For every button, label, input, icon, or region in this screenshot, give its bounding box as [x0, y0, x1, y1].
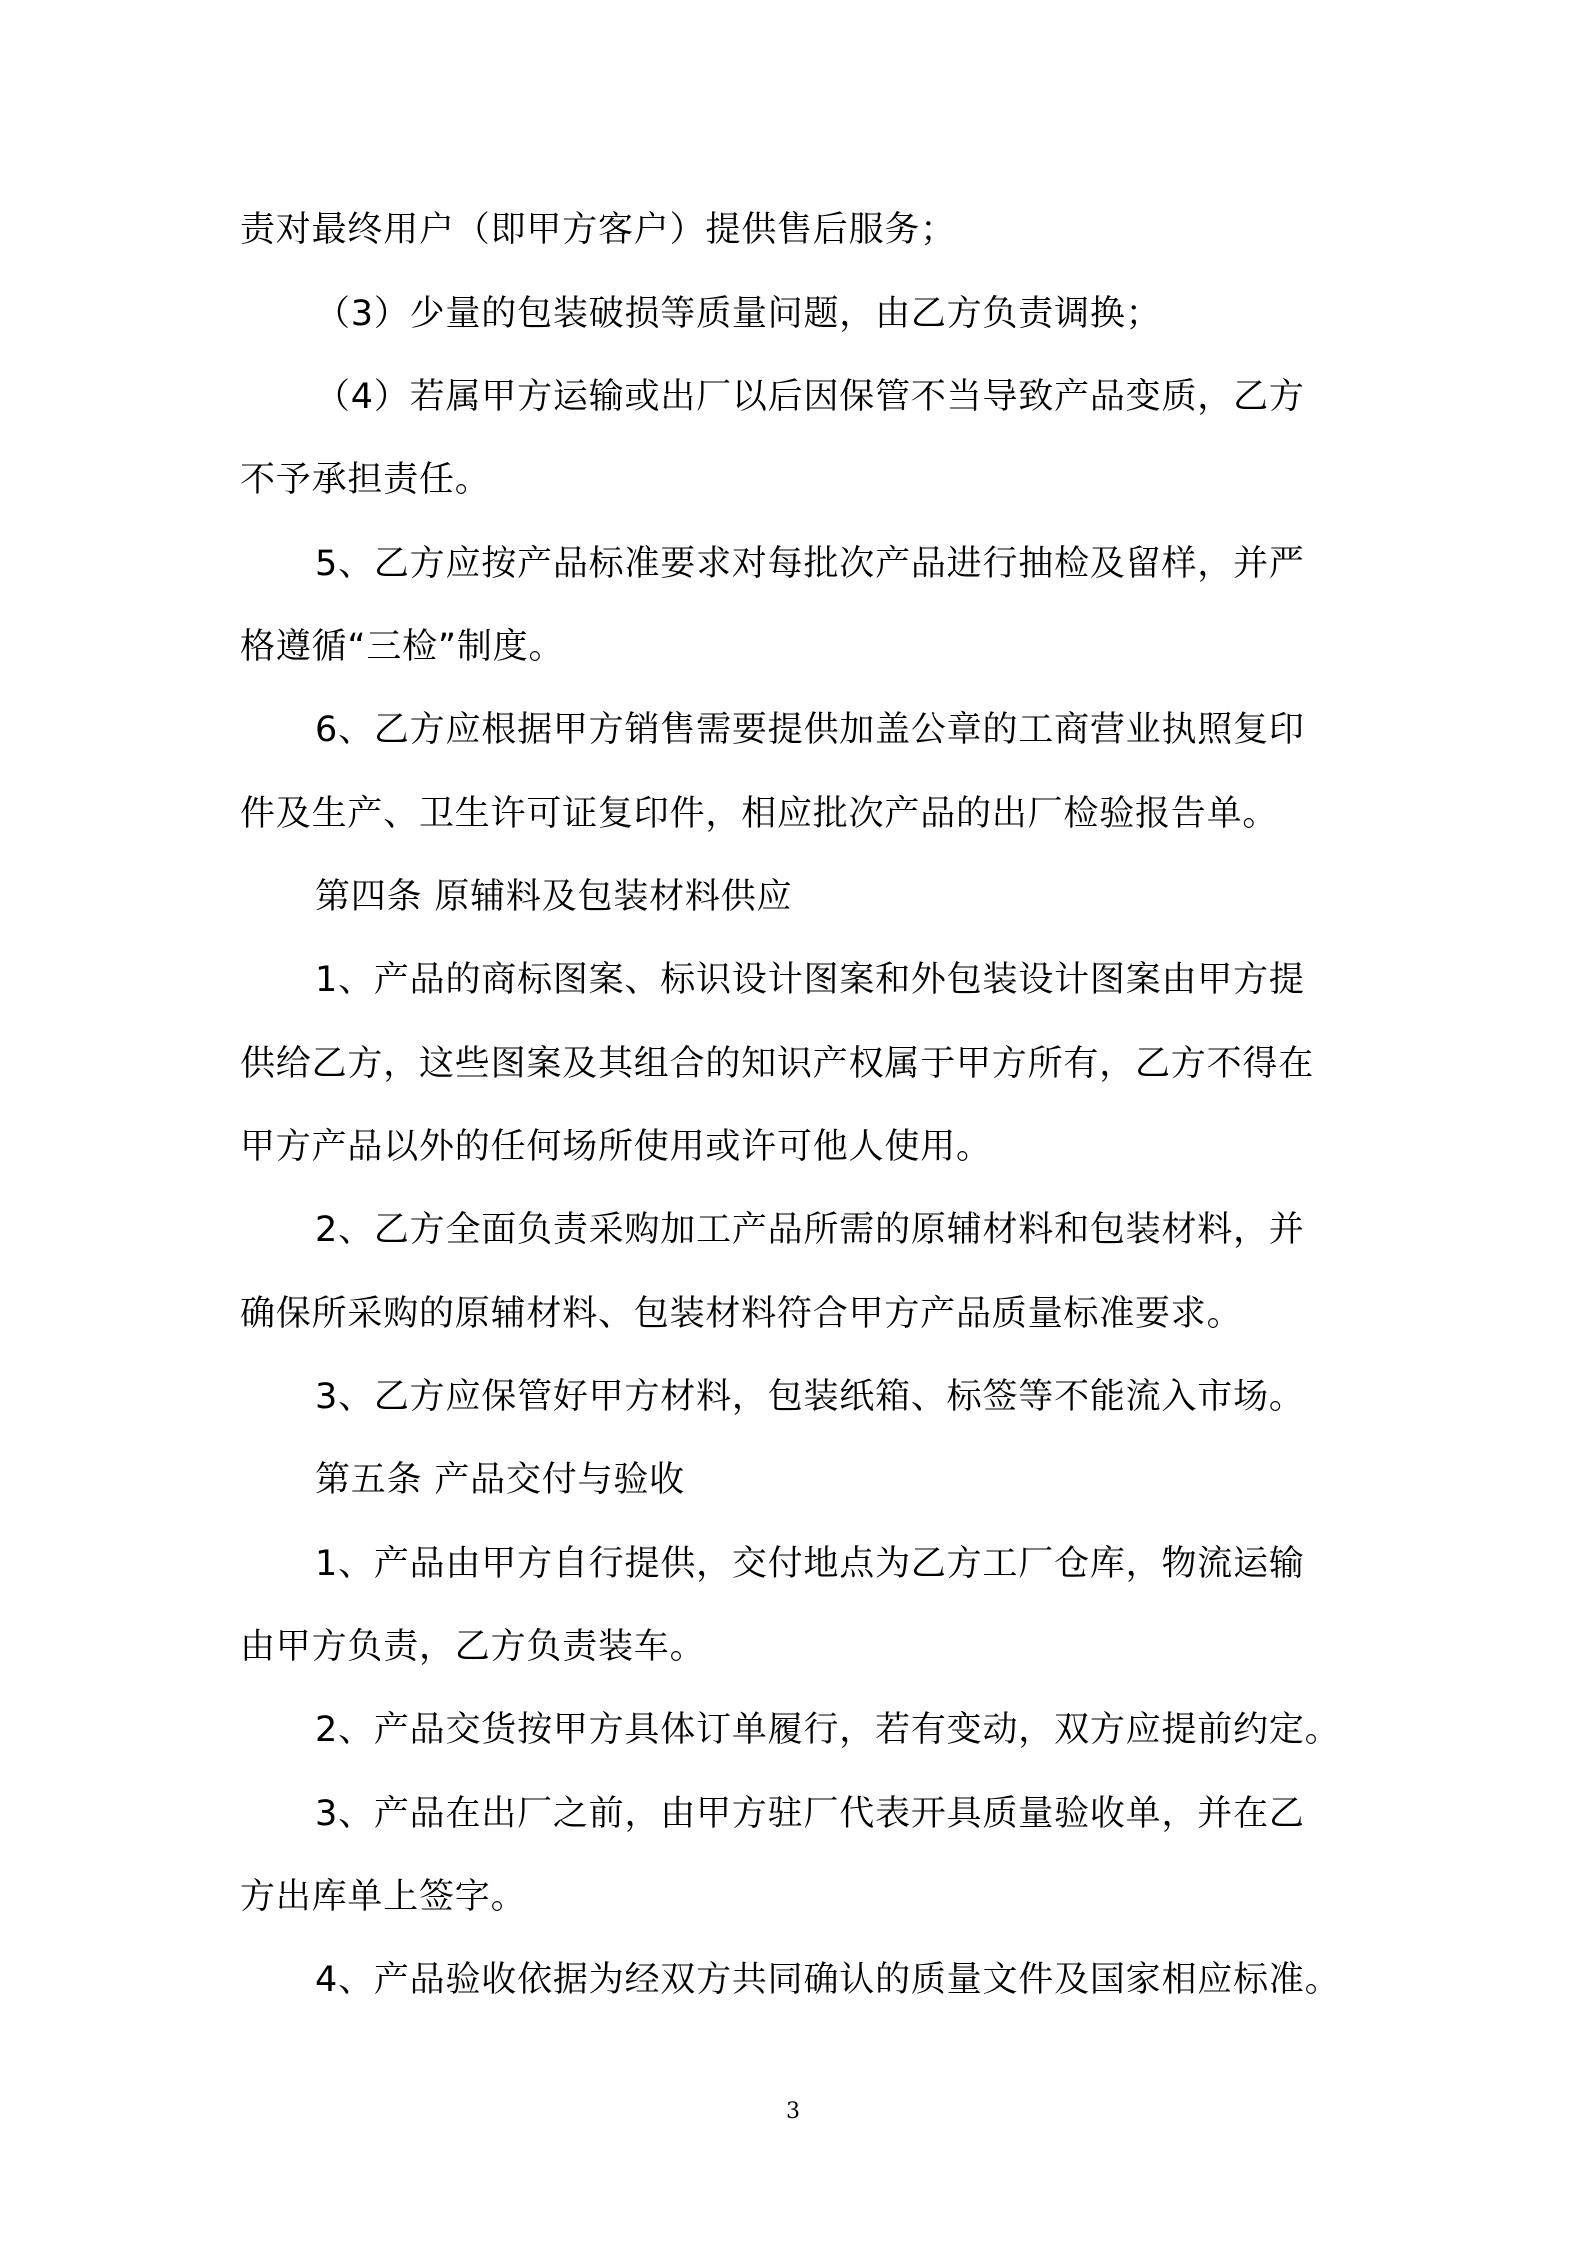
text-line: 方出库单上签字。 [240, 1877, 527, 1917]
text-line: 1、产品的商标图案、标识设计图案和外包装设计图案由甲方提 [315, 960, 1305, 1000]
text-line: 2、乙方全面负责采购加工产品所需的原辅材料和包装材料，并 [315, 1210, 1305, 1250]
text-line: 2、产品交货按甲方具体订单履行，若有变动，双方应提前约定。 [315, 1710, 1341, 1750]
text-line: 3、产品在出厂之前，由甲方驻厂代表开具质量验收单，并在乙 [315, 1794, 1305, 1834]
text-line: （4）若属甲方运输或出厂以后因保管不当导致产品变质，乙方 [315, 377, 1305, 417]
text-line: 5、乙方应按产品标准要求对每批次产品进行抽检及留样，并严 [315, 544, 1305, 584]
text-line: 6、乙方应根据甲方销售需要提供加盖公章的工商营业执照复印 [315, 710, 1305, 750]
text-line: 责对最终用户（即甲方客户）提供售后服务； [240, 210, 957, 250]
page-number: 3 [786, 2099, 800, 2124]
text-line: 4、产品验收依据为经双方共同确认的质量文件及国家相应标准。 [315, 1960, 1341, 2000]
text-line: 甲方产品以外的任何场所使用或许可他人使用。 [240, 1127, 992, 1167]
section-heading: 第五条 产品交付与验收 [315, 1460, 685, 1500]
text-line: 供给乙方，这些图案及其组合的知识产权属于甲方所有，乙方不得在 [240, 1044, 1315, 1084]
text-line: 不予承担责任。 [240, 460, 491, 500]
text-line: 确保所采购的原辅材料、包装材料符合甲方产品质量标准要求。 [240, 1294, 1243, 1334]
text-line: 格遵循“三检”制度。 [240, 627, 565, 667]
text-line: 3、乙方应保管好甲方材料，包装纸箱、标签等不能流入市场。 [315, 1377, 1305, 1417]
text-line: 由甲方负责，乙方负责装车。 [240, 1627, 706, 1667]
section-heading: 第四条 原辅料及包装材料供应 [315, 877, 793, 917]
text-line: （3）少量的包装破损等质量问题，由乙方负责调换； [315, 294, 1162, 334]
text-line: 件及生产、卫生许可证复印件，相应批次产品的出厂检验报告单。 [240, 794, 1279, 834]
text-line: 1、产品由甲方自行提供，交付地点为乙方工厂仓库，物流运输 [315, 1544, 1305, 1584]
